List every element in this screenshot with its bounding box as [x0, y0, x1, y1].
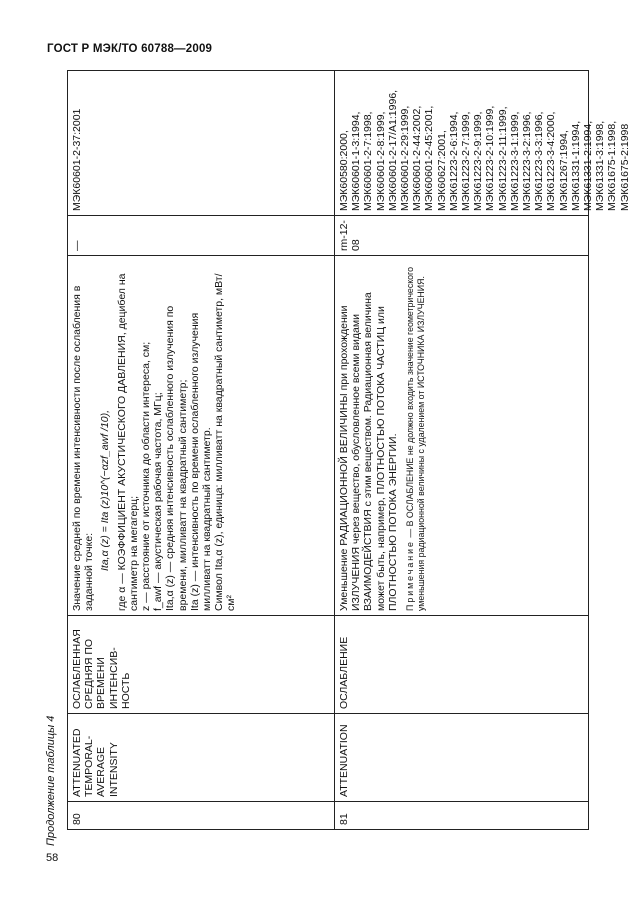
definition-text: где α — КОЭФФИЦИЕНТ АКУСТИЧЕСКОГО ДАВЛЕНИЯ, децибел на сантиметр на мегагерц; — [115, 273, 140, 611]
definition-text: z — расстояние от источника до области интереса, см; — [140, 341, 153, 611]
reference-item: МЭК61223-2-9:1999, — [472, 111, 485, 211]
definition-text: Ita,α (z) — средняя интенсивность ослабленного излучения по времени, милливатт на квадратный сантиметр; — [164, 305, 189, 611]
definition-text: Уменьшение РАДИАЦИОННОЙ ВЕЛИЧИНЫ при прохождении ИЗЛУЧЕНИЯ через вещество, обусловленное всеми видами ВЗАИМОДЕЙСТВИЯ с этим веществом. Радиационная величина может быть, например, ПЛОТНОСТЬЮ ПОТОКА ЧАСТИЦ или ПЛОТНОСТЬЮ ПОТОКА ЭНЕРГИИ. — [338, 292, 399, 611]
term-reference — [335, 70, 631, 216]
definition-text: Символ Ita,α (z), единица: милливатт на квадратный сантиметр, мВт/см² — [213, 273, 238, 611]
reference-item: МЭК61331-2:1994, — [582, 120, 595, 211]
reference-item: МЭК61675-1:1998, — [606, 120, 619, 211]
reference-item: МЭК61223-3-3:1996, — [533, 111, 546, 211]
reference-item: МЭК61223-3-1:1999, — [508, 111, 521, 211]
table-row — [334, 70, 631, 830]
definition-text: Ita (z) — интенсивность по времени ослабленного излучения милливатт на квадратный сантиметр. — [188, 312, 214, 611]
reference-item: МЭК61331-1:1994, — [569, 120, 582, 211]
table-continuation-caption: Продолжение таблицы 4 — [45, 715, 57, 846]
term-english: ATTENUATION — [335, 714, 588, 802]
reference-item: МЭК61223-2-10:1999, — [484, 105, 497, 211]
reference-item: МЭК60601-2-45:2001, — [423, 105, 436, 211]
document-header: ГОСТ Р МЭК/ТО 60788—2009 — [47, 43, 213, 55]
reference-item: МЭК61223-2-7:1999, — [460, 111, 473, 211]
term-english: ATTENUATED TEMPORAL-AVERAGE INTENSITY — [68, 714, 335, 802]
term-definition — [335, 256, 588, 616]
reference-item: МЭК61223-2-11:1999, — [496, 106, 509, 211]
reference-item: МЭК60601-2-8:1999, — [374, 111, 387, 211]
term-number: 81 — [335, 802, 588, 830]
term-definition — [68, 256, 335, 616]
terms-table — [67, 70, 631, 830]
term-russian: ОСЛАБЛЕНИЕ — [335, 616, 588, 714]
term-russian: ОСЛАБЛЕННАЯ СРЕДНЯЯ ПО ВРЕМЕНИ ИНТЕНСИВ-НОСТЬ — [68, 616, 335, 714]
reference-item: МЭК60601-2-7:1998, — [362, 111, 375, 211]
reference-item: МЭК60601-2-44:2002, — [411, 105, 424, 211]
term-reference — [68, 70, 335, 216]
definition-text: f_awf — акустическая рабочая частота, МГц; — [152, 392, 165, 611]
reference-item: МЭК60601-2-17/А1:1996, — [386, 89, 399, 211]
table-row — [67, 70, 335, 830]
note-text: — В ОСЛАБЛЕНИЕ не должно входить значение геометрического уменьшения радиационной величины с удалением от ИСТОЧНИКА ИЗЛУЧЕНИЯ. — [405, 267, 426, 611]
reference-item: МЭК60627:2001, — [435, 130, 448, 211]
reference-item: МЭК60580:2000, — [338, 130, 350, 211]
reference-item: МЭК61223-2-6:1994, — [447, 111, 460, 211]
reference-item: МЭК61223-3-2:1996, — [521, 111, 534, 211]
definition-text: Значение средней по времени интенсивности после ослабления в заданной точке: — [71, 285, 96, 611]
definition-formula: Ita,α (z) = Ita (z)10^(−αzf_awf /10), — [99, 409, 112, 571]
reference-item: МЭК61331-3:1998, — [594, 120, 607, 211]
term-code: rm-12-08 — [335, 216, 588, 256]
reference-item: МЭК60601-2-29:1999, — [399, 105, 412, 211]
term-number: 80 — [68, 802, 335, 830]
reference-item: МЭК61223-3-4:2000, — [545, 111, 558, 211]
reference-item: МЭК61675-2:1998 — [618, 123, 631, 211]
note-label: Примечание — [405, 540, 416, 611]
page-number: 58 — [46, 852, 59, 864]
definition-note — [405, 260, 426, 611]
term-code: — — [68, 216, 335, 256]
reference-item: МЭК61267:1994, — [557, 130, 570, 211]
reference-item: МЭК60601-2-37:2001 — [71, 108, 83, 211]
reference-item: МЭК60601-1-3:1994, — [350, 111, 363, 211]
